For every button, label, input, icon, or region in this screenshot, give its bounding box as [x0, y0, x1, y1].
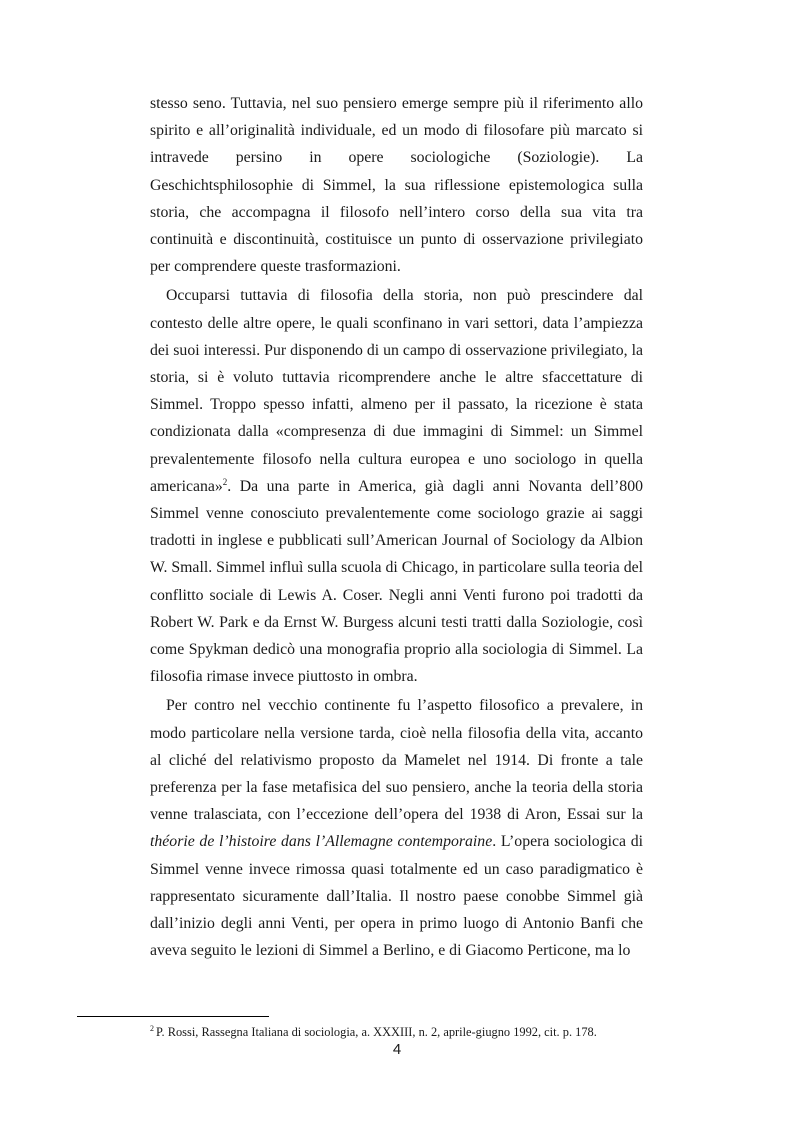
footnote-text: P. Rossi, Rassegna Italiana di sociologia, a. XXXIII, n. 2, aprile-giugno 1992, cit. p. 178.: [156, 1025, 597, 1039]
body-text: [150, 90, 643, 967]
footnote-mark: 2: [150, 1024, 154, 1033]
page-number: 4: [392, 1041, 402, 1058]
book-title: théorie de l’histoire dans l’Allemagne contemporaine: [150, 833, 493, 851]
paragraph-1: [150, 90, 643, 280]
paragraph-3-text-b: . L’opera sociologica di Simmel venne invece rimossa quasi totalmente ed un caso paradigmatico è rappresentato sicuramente dall’Italia. Il nostro paese conobbe Simmel già dall’inizio degli anni Venti, per opera in primo luogo di Antonio Banfi che aveva seguito le lezioni di Simmel a Berlino, e di Giacomo Perticone, ma lo: [150, 833, 643, 960]
footnote-separator: [77, 1016, 269, 1017]
paragraph-1-text: stesso seno. Tuttavia, nel suo pensiero emerge sempre più il riferimento allo spirito e all’originalità individuale, ed un modo di filosofare più marcato si intravede persino in opere sociologiche (Soziologie). La Geschichtsphilosophie di Simmel, la sua riflessione epistemologica sulla storia, che accompagna il filosofo nell’intero corso della sua vita tra continuità e discontinuità, costituisce un punto di osservazione privilegiato per comprendere queste trasformazioni.: [150, 95, 643, 276]
paragraph-3: [150, 692, 643, 964]
paragraph-2-text-b: . Da una parte in America, già dagli anni Novanta dell’800 Simmel venne conosciuto prevalentemente come sociologo grazie ai saggi tradotti in inglese e pubblicati sull’American Journal of Sociology da Albion W. Small. Simmel influì sulla scuola di Chicago, in particolare sulla teoria del conflitto sociale di Lewis A. Coser. Negli anni Venti furono poi tradotti da Robert W. Park e da Ernst W. Burgess alcuni testi tratti dalla Soziologie, così come Spykman dedicò una monografia proprio alla sociologia di Simmel. La filosofia rimase invece piuttosto in ombra.: [150, 477, 643, 686]
footnote: [150, 1024, 670, 1040]
paragraph-2-text-a: Occuparsi tuttavia di filosofia della storia, non può prescindere dal contesto delle altre opere, le quali sconfinano in vari settori, data l’ampiezza dei suoi interessi. Pur disponendo di un campo di osservazione privilegiato, la storia, si è voluto tuttavia ricomprendere anche le altre sfaccettature di Simmel. Troppo spesso infatti, almeno per il passato, la ricezione è stata condizionata dalla «compresenza di due immagini di Simmel: un Simmel prevalentemente filosofo nella cultura europea e uno sociologo in quella americana»: [150, 287, 643, 495]
paragraph-3-text-a: Per contro nel vecchio continente fu l’aspetto filosofico a prevalere, in modo particolare nella versione tarda, cioè nella filosofia della vita, accanto al cliché del relativismo proposto da Mamelet nel 1914. Di fronte a tale preferenza per la fase metafisica del suo pensiero, anche la teoria della storia venne tralasciata, con l’eccezione dell’opera del 1938 di Aron, Essai sur la: [150, 697, 643, 824]
paragraph-2: [150, 282, 643, 690]
footnote-reference[interactable]: 2: [222, 476, 228, 487]
